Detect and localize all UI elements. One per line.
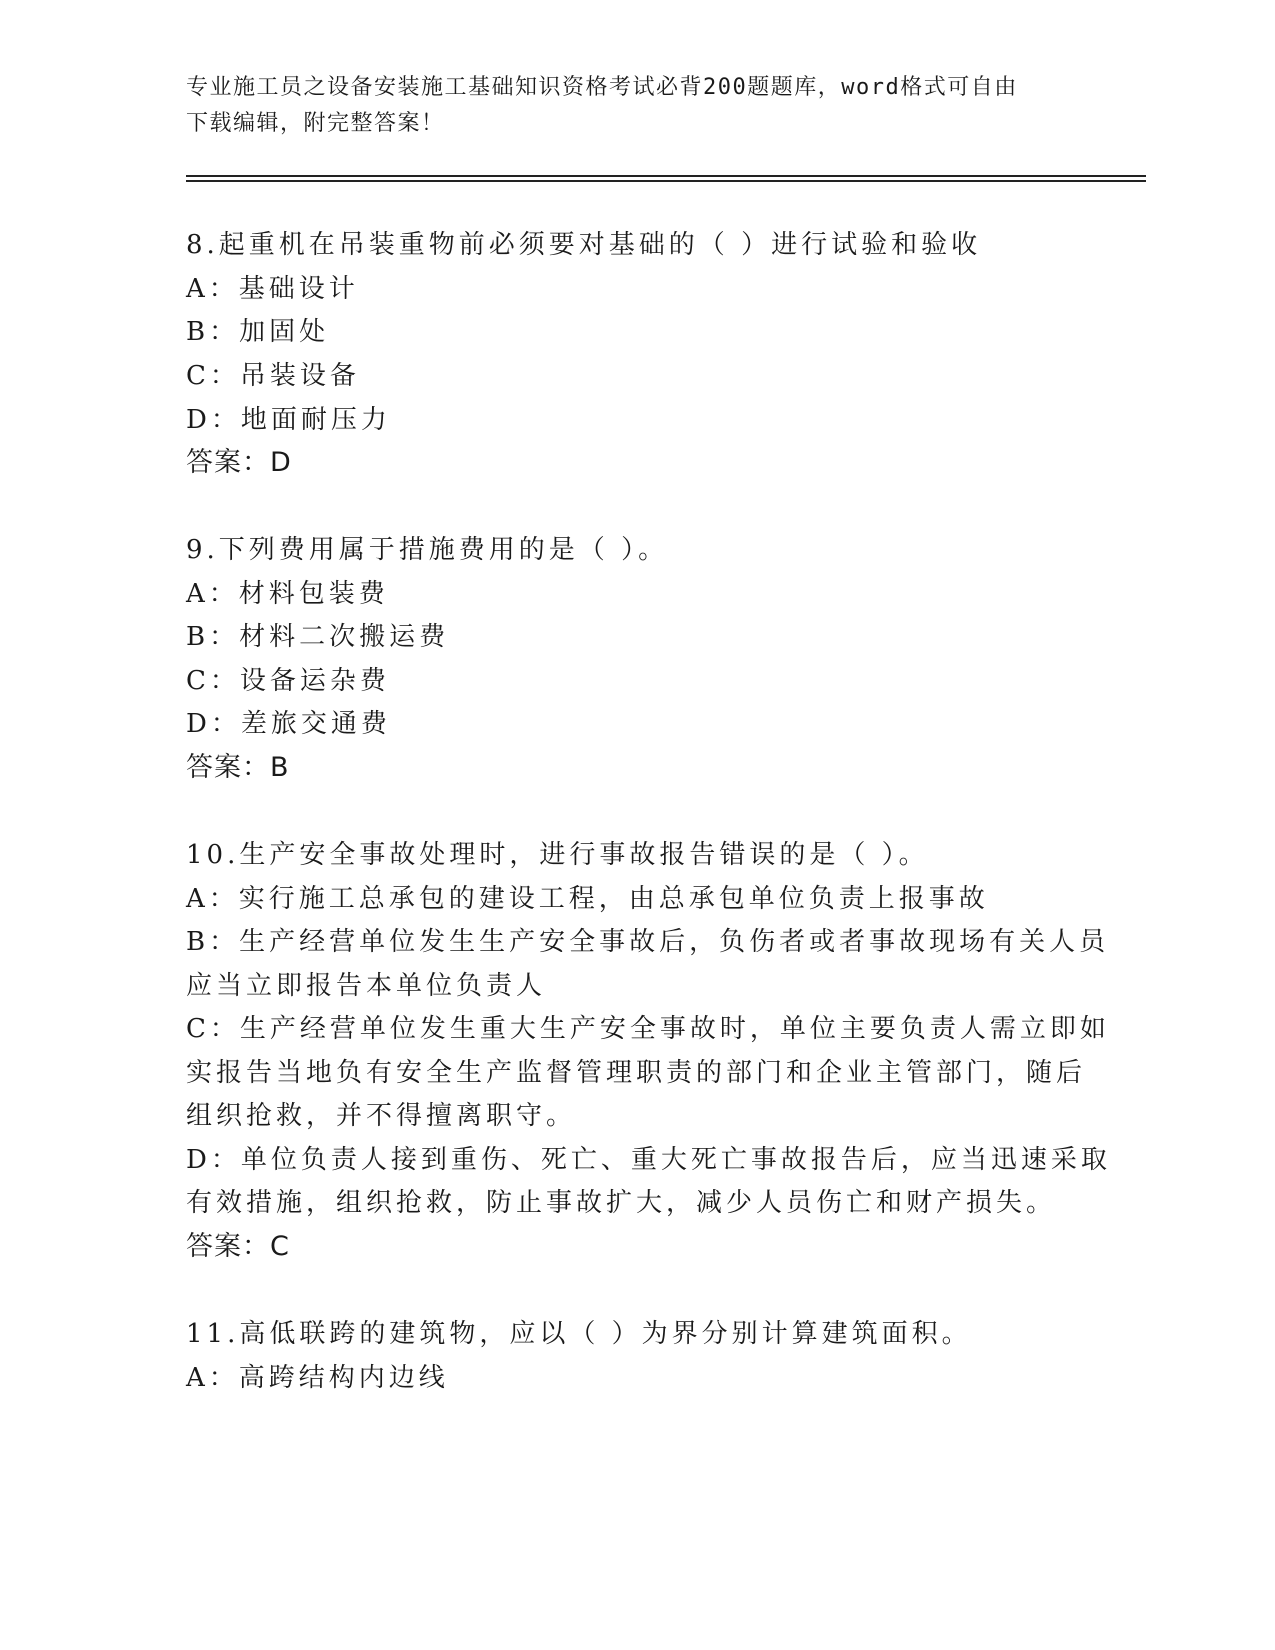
question-10-option-c-line-3: 组织抢救，并不得擅离职守。 xyxy=(186,1101,577,1131)
header-title-line-2: 下载编辑，附完整答案！ xyxy=(186,111,445,136)
question-9-option-d: D：差旅交通费 xyxy=(186,709,391,739)
question-8-option-b: B：加固处 xyxy=(186,317,330,347)
header-title-line-1: 专业施工员之设备安装施工基础知识资格考试必背200题题库，word格式可自由 xyxy=(186,75,1018,100)
question-9-option-a: A：材料包装费 xyxy=(186,579,389,609)
question-8-option-a: A：基础设计 xyxy=(186,274,359,304)
document-header xyxy=(186,70,1066,142)
question-8-option-c: C：吊装设备 xyxy=(186,361,360,391)
question-10-answer: 答案：C xyxy=(186,1231,290,1262)
question-8-option-d: D：地面耐压力 xyxy=(186,405,391,435)
question-9-option-c: C：设备运杂费 xyxy=(186,666,390,696)
question-10-option-c-line-2: 实报告当地负有安全生产监督管理职责的部门和企业主管部门，随后 xyxy=(186,1058,1087,1088)
header-divider-bottom xyxy=(186,180,1146,182)
question-11-stem: 11.高低联跨的建筑物，应以（ ）为界分别计算建筑面积。 xyxy=(186,1319,972,1349)
question-10-option-b-line-1: B：生产经营单位发生生产安全事故后，负伤者或者事故现场有关人员 xyxy=(186,927,1110,957)
question-10-option-d-line-1: D：单位负责人接到重伤、死亡、重大死亡事故报告后，应当迅速采取 xyxy=(186,1145,1111,1175)
question-10-option-d-line-2: 有效措施，组织抢救，防止事故扩大，减少人员伤亡和财产损失。 xyxy=(186,1188,1057,1218)
question-9-answer: 答案：B xyxy=(186,752,290,783)
question-10-option-b-line-2: 应当立即报告本单位负责人 xyxy=(186,971,547,1001)
question-11-option-a: A：高跨结构内边线 xyxy=(186,1363,449,1393)
question-9-stem: 9.下列费用属于措施费用的是（ ）。 xyxy=(186,535,669,565)
question-10-option-c-line-1: C：生产经营单位发生重大生产安全事故时，单位主要负责人需立即如 xyxy=(186,1014,1110,1044)
question-10-option-a: A：实行施工总承包的建设工程，由总承包单位负责上报事故 xyxy=(186,884,989,914)
question-9-option-b: B：材料二次搬运费 xyxy=(186,622,450,652)
question-8-answer: 答案：D xyxy=(186,447,292,478)
question-10-stem: 10.生产安全事故处理时，进行事故报告错误的是（ ）。 xyxy=(186,840,929,870)
header-divider-top xyxy=(186,175,1146,177)
question-8-stem: 8.起重机在吊装重物前必须要对基础的（ ）进行试验和验收 xyxy=(186,230,982,260)
